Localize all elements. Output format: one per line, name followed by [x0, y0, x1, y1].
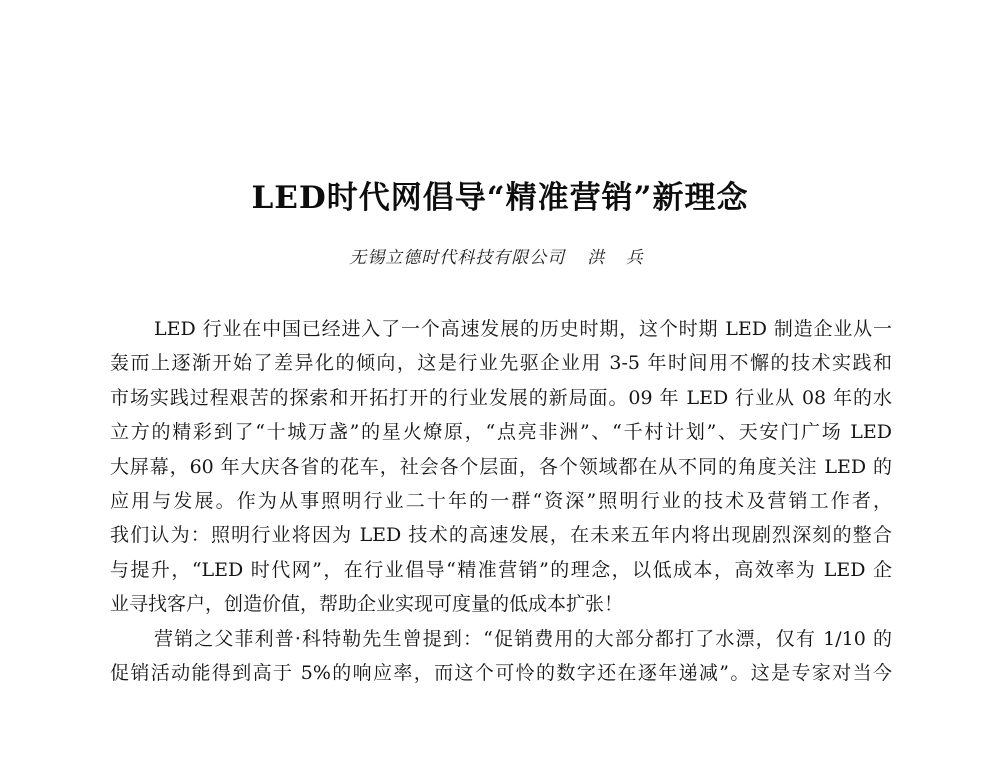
- text-line: 应用与发展。作为从事照明行业二十年的一群“资深”照明行业的技术及营销工作者，: [110, 489, 892, 512]
- article-body: [110, 312, 892, 690]
- byline: [0, 243, 1000, 268]
- paragraph-1: [110, 312, 892, 622]
- paragraph-2: [110, 622, 892, 691]
- text-line: 营销之父菲利普·科特勒先生曾提到：“促销费用的大部分都打了水漂，仅有 1/10 的: [154, 627, 892, 650]
- text-line: 与提升，“LED 时代网”，在行业倡导“精准营销”的理念，以低成本，高效率为 LED 企: [110, 558, 892, 581]
- text-line: 市场实践过程艰苦的探索和开拓打开的行业发展的新局面。09 年 LED 行业从 08 年的水: [110, 386, 892, 409]
- text-line: 立方的精彩到了“十城万盏”的星火燎原，“点亮非洲”、“千村计划”、天安门广场 LED: [110, 421, 892, 444]
- text-line: 业寻找客户，创造价值，帮助企业实现可度量的低成本扩张！: [110, 593, 624, 616]
- text-line: 大屏幕，60 年大庆各省的花车，社会各个层面，各个领域都在从不同的角度关注 LED 的: [110, 455, 892, 478]
- page-title: LED时代网倡导“精准营销”新理念: [251, 180, 749, 216]
- byline-author: 洪 兵: [587, 248, 651, 268]
- text-line: 我们认为：照明行业将因为 LED 技术的高速发展，在未来五年内将出现剧烈深刻的整合: [110, 524, 892, 547]
- text-line: 轰而上逐渐开始了差异化的倾向，这是行业先驱企业用 3-5 年时间用不懈的技术实践和: [110, 352, 892, 375]
- text-line: LED 行业在中国已经进入了一个高速发展的历史时期，这个时期 LED 制造企业从一: [154, 318, 892, 340]
- text-line: 促销活动能得到高于 5%的响应率，而这个可怜的数字还在逐年递减”。这是专家对当今: [110, 661, 892, 684]
- byline-company: 无锡立德时代科技有限公司: [349, 248, 566, 268]
